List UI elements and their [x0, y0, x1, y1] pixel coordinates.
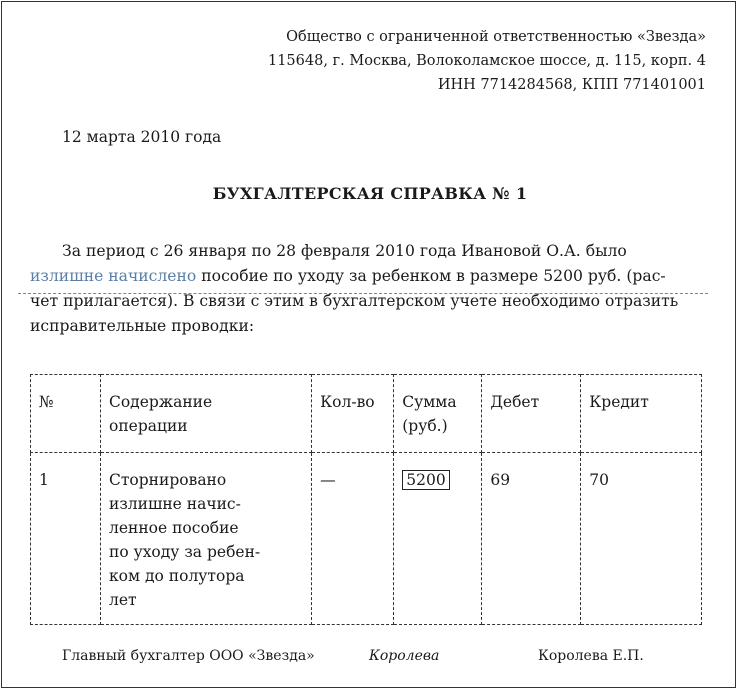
- body-line-1: За период с 26 января по 28 февраля 2010 года Ивановой О.А. было: [62, 242, 627, 260]
- cell-content-line: ком до полутора: [108, 567, 245, 585]
- cell-content-line: ленное пособие: [108, 519, 239, 537]
- signatory-name: Королева Е.П.: [538, 648, 644, 664]
- body-line-4: исправительные проводки:: [30, 317, 255, 335]
- header-num: №: [31, 375, 101, 453]
- company-address: 115648, г. Москва, Волоколамское шоссе, д. 115, корп. 4: [267, 53, 706, 69]
- cell-debit: 69: [482, 453, 581, 625]
- cell-credit: 70: [581, 453, 702, 625]
- body-line-3: чет прилагается). В связи с этим в бухгалтерском учете необходимо отразить: [30, 292, 679, 310]
- table-row: [31, 453, 702, 625]
- cell-content-line: по уходу за ребен-: [108, 543, 261, 561]
- body-line-2-rest: пособие по уходу за ребенком в размере 5200 руб. (рас-: [196, 267, 666, 285]
- signature: Королева: [369, 648, 440, 664]
- header-sum-line-2: (руб.): [402, 417, 448, 435]
- cell-content: [100, 453, 311, 625]
- cell-qty: —: [312, 453, 394, 625]
- signatory-position: Главный бухгалтер ООО «Звезда»: [62, 648, 315, 664]
- company-name: Общество с ограниченной ответственностью «Звезда»: [286, 29, 706, 45]
- header-qty: Кол-во: [312, 375, 394, 453]
- header-credit: Кредит: [581, 375, 702, 453]
- company-inn-kpp: ИНН 7714284568, КПП 771401001: [437, 77, 706, 93]
- entries-table: [30, 374, 702, 625]
- highlighted-phrase: излишне начислено: [30, 267, 197, 285]
- cell-content-line: излишне начис-: [108, 495, 241, 513]
- cell-sum: [394, 453, 482, 625]
- header-content-line-1: Содержание: [108, 393, 213, 411]
- company-header: [268, 25, 706, 97]
- cell-content-line: Сторнировано: [108, 471, 227, 489]
- header-content-line-2: операции: [108, 417, 188, 435]
- cell-content-line: лет: [108, 591, 137, 609]
- cell-num: 1: [31, 453, 101, 625]
- table-header-row: [31, 375, 702, 453]
- document-date: 12 марта 2010 года: [62, 128, 222, 146]
- document-title: БУХГАЛТЕРСКАЯ СПРАВКА № 1: [212, 184, 528, 203]
- header-content: [100, 375, 311, 453]
- header-sum-line-1: Сумма: [402, 393, 457, 411]
- header-sum: [394, 375, 482, 453]
- boxed-sum-value: 5200: [402, 470, 449, 490]
- body-line-2: [30, 267, 666, 285]
- header-debit: Дебет: [482, 375, 581, 453]
